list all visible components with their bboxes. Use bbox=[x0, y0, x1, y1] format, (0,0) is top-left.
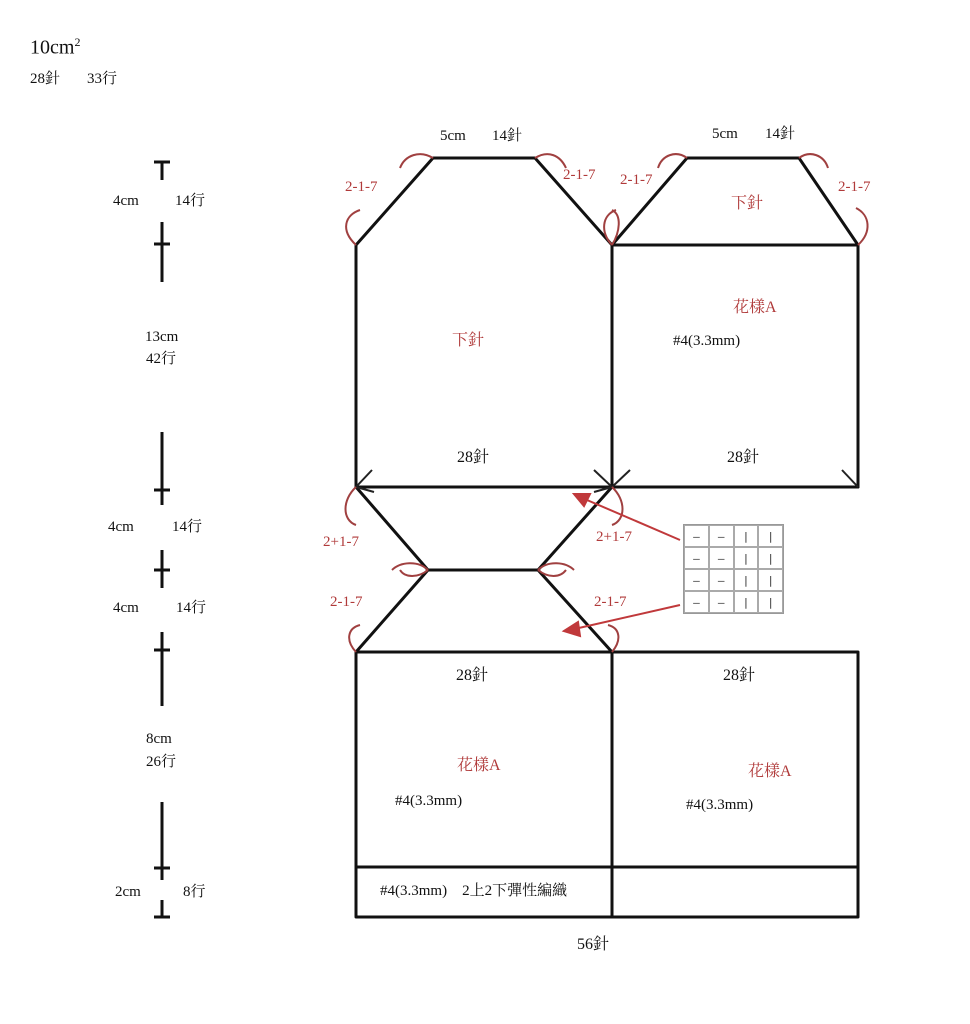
chart-cell: | bbox=[758, 547, 783, 569]
top-left-top-width: 5cm bbox=[440, 128, 466, 144]
top-left-piece-outline bbox=[356, 158, 612, 487]
top-right-needle: #4(3.3mm) bbox=[673, 333, 741, 349]
top-left-stitch: 下針 bbox=[452, 332, 485, 349]
dim-label-rows: 8行 bbox=[183, 884, 206, 900]
dim-label-cm: 4cm bbox=[113, 193, 139, 209]
top-right-top-width: 5cm bbox=[712, 126, 738, 142]
middle-inc-right: 2+1-7 bbox=[596, 529, 632, 545]
bottom-right-pattern: 花樣A bbox=[748, 763, 792, 780]
chart-cell: — bbox=[709, 525, 734, 547]
gauge-stitches: 28針 bbox=[30, 71, 61, 87]
gauge-size: $10cm^2$ bbox=[30, 35, 81, 59]
stitch-chart-grid bbox=[684, 525, 783, 613]
chart-cell: | bbox=[734, 591, 759, 613]
ribbing-label: #4(3.3mm) 2上2下彈性編織 bbox=[380, 883, 568, 899]
dim-label-cm: 4cm bbox=[108, 519, 134, 535]
top-right-dec-right: 2-1-7 bbox=[838, 179, 871, 195]
chart-cell: | bbox=[758, 569, 783, 591]
chart-cell: — bbox=[709, 547, 734, 569]
bottom-right-stitches: 28針 bbox=[723, 667, 756, 684]
dim-label-rows: 14行 bbox=[176, 600, 207, 616]
dim-label-cm: 13cm bbox=[145, 329, 179, 345]
chart-cell: — bbox=[684, 547, 709, 569]
dim-label-cm: 8cm bbox=[146, 731, 172, 747]
top-left-top-stitches: 14針 bbox=[492, 128, 523, 144]
middle-dec-right: 2-1-7 bbox=[594, 594, 627, 610]
top-right-pattern: 花樣A bbox=[733, 299, 777, 316]
stitch-chart bbox=[683, 524, 784, 614]
total-stitches: 56針 bbox=[577, 936, 610, 953]
top-left-dec-left: 2-1-7 bbox=[345, 179, 378, 195]
dim-label-cm: 2cm bbox=[115, 884, 141, 900]
chart-cell: | bbox=[734, 525, 759, 547]
chart-cell: — bbox=[684, 569, 709, 591]
dim-label-cm: 4cm bbox=[113, 600, 139, 616]
top-right-bottom-stitches: 28針 bbox=[727, 449, 760, 466]
dim-label-rows: 14行 bbox=[175, 193, 206, 209]
top-right-top-stitches: 14針 bbox=[765, 126, 796, 142]
bottom-right-needle: #4(3.3mm) bbox=[686, 797, 754, 813]
top-left-dec-right: 2-1-7 bbox=[563, 167, 596, 183]
top-right-dec-left: 2-1-7 bbox=[620, 172, 653, 188]
middle-dec-left: 2-1-7 bbox=[330, 594, 363, 610]
gauge-rows: 33行 bbox=[87, 71, 118, 87]
dim-label-rows: 42行 bbox=[146, 351, 177, 367]
top-right-cap-stitch: 下針 bbox=[731, 195, 764, 212]
bottom-left-stitches: 28針 bbox=[456, 667, 489, 684]
chart-cell: | bbox=[758, 591, 783, 613]
chart-cell: — bbox=[684, 591, 709, 613]
bottom-left-needle: #4(3.3mm) bbox=[395, 793, 463, 809]
chart-cell: — bbox=[709, 569, 734, 591]
chart-cell: | bbox=[734, 569, 759, 591]
bottom-left-pattern: 花樣A bbox=[457, 757, 501, 774]
dim-label-rows: 14行 bbox=[172, 519, 203, 535]
chart-cell: — bbox=[709, 591, 734, 613]
chart-cell: | bbox=[734, 547, 759, 569]
middle-inc-left: 2+1-7 bbox=[323, 534, 359, 550]
dim-label-rows: 26行 bbox=[146, 754, 177, 770]
chart-cell: | bbox=[758, 525, 783, 547]
bottom-pieces-outline bbox=[356, 652, 858, 917]
dimension-ruler bbox=[154, 162, 170, 917]
top-left-bottom-stitches: 28針 bbox=[457, 449, 490, 466]
chart-cell: — bbox=[684, 525, 709, 547]
